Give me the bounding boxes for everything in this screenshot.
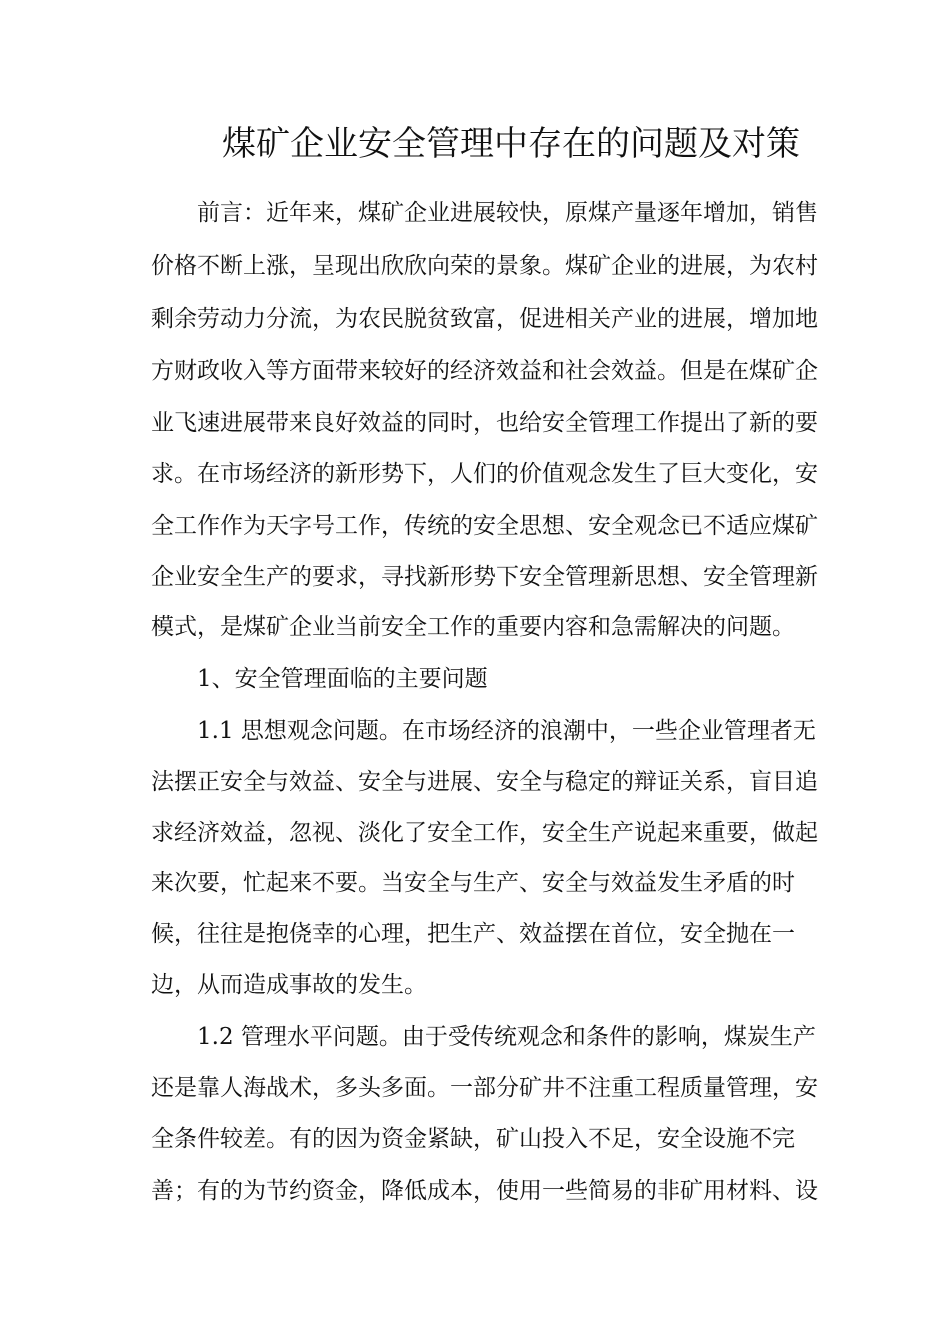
paragraph-line: 价格不断上涨，呈现出欣欣向荣的景象。煤矿企业的进展，为农村	[151, 253, 818, 279]
paragraph-line: 模式，是煤矿企业当前安全工作的重要内容和急需解决的问题。	[151, 614, 795, 640]
paragraph-line: 求经济效益，忽视、淡化了安全工作，安全生产说起来重要，做起	[151, 820, 818, 846]
paragraph-line: 边，从而造成事故的发生。	[151, 972, 427, 998]
paragraph-line: 全条件较差。有的因为资金紧缺，矿山投入不足，安全设施不完	[151, 1126, 795, 1152]
paragraph-line: 企业安全生产的要求，寻找新形势下安全管理新思想、安全管理新	[151, 564, 818, 590]
paragraph-line: 全工作作为天字号工作，传统的安全思想、安全观念已不适应煤矿	[151, 513, 818, 539]
paragraph-line: 业飞速进展带来良好效益的同时，也给安全管理工作提出了新的要	[151, 410, 818, 436]
section-heading: 1、安全管理面临的主要问题	[151, 666, 488, 692]
document-title: 煤矿企业安全管理中存在的问题及对策	[222, 124, 800, 164]
paragraph-line: 候，往往是抱侥幸的心理，把生产、效益摆在首位，安全抛在一	[151, 921, 795, 947]
paragraph-line: 法摆正安全与效益、安全与进展、安全与稳定的辩证关系，盲目追	[151, 769, 818, 795]
paragraph-line: 善；有的为节约资金，降低成本，使用一些简易的非矿用材料、设	[151, 1178, 818, 1204]
paragraph-line: 方财政收入等方面带来较好的经济效益和社会效益。但是在煤矿企	[151, 358, 818, 384]
paragraph-line: 还是靠人海战术，多头多面。一部分矿井不注重工程质量管理，安	[151, 1075, 818, 1101]
paragraph-line: 来次要，忙起来不要。当安全与生产、安全与效益发生矛盾的时	[151, 870, 795, 896]
paragraph-line: 1.2 管理水平问题。由于受传统观念和条件的影响，煤炭生产	[151, 1024, 816, 1050]
paragraph-line: 剩余劳动力分流，为农民脱贫致富，促进相关产业的进展，增加地	[151, 306, 818, 332]
paragraph-line: 前言：近年来，煤矿企业进展较快，原煤产量逐年增加，销售	[151, 200, 818, 226]
paragraph-line: 1.1 思想观念问题。在市场经济的浪潮中，一些企业管理者无	[151, 718, 816, 744]
paragraph-line: 求。在市场经济的新形势下，人们的价值观念发生了巨大变化，安	[151, 461, 818, 487]
